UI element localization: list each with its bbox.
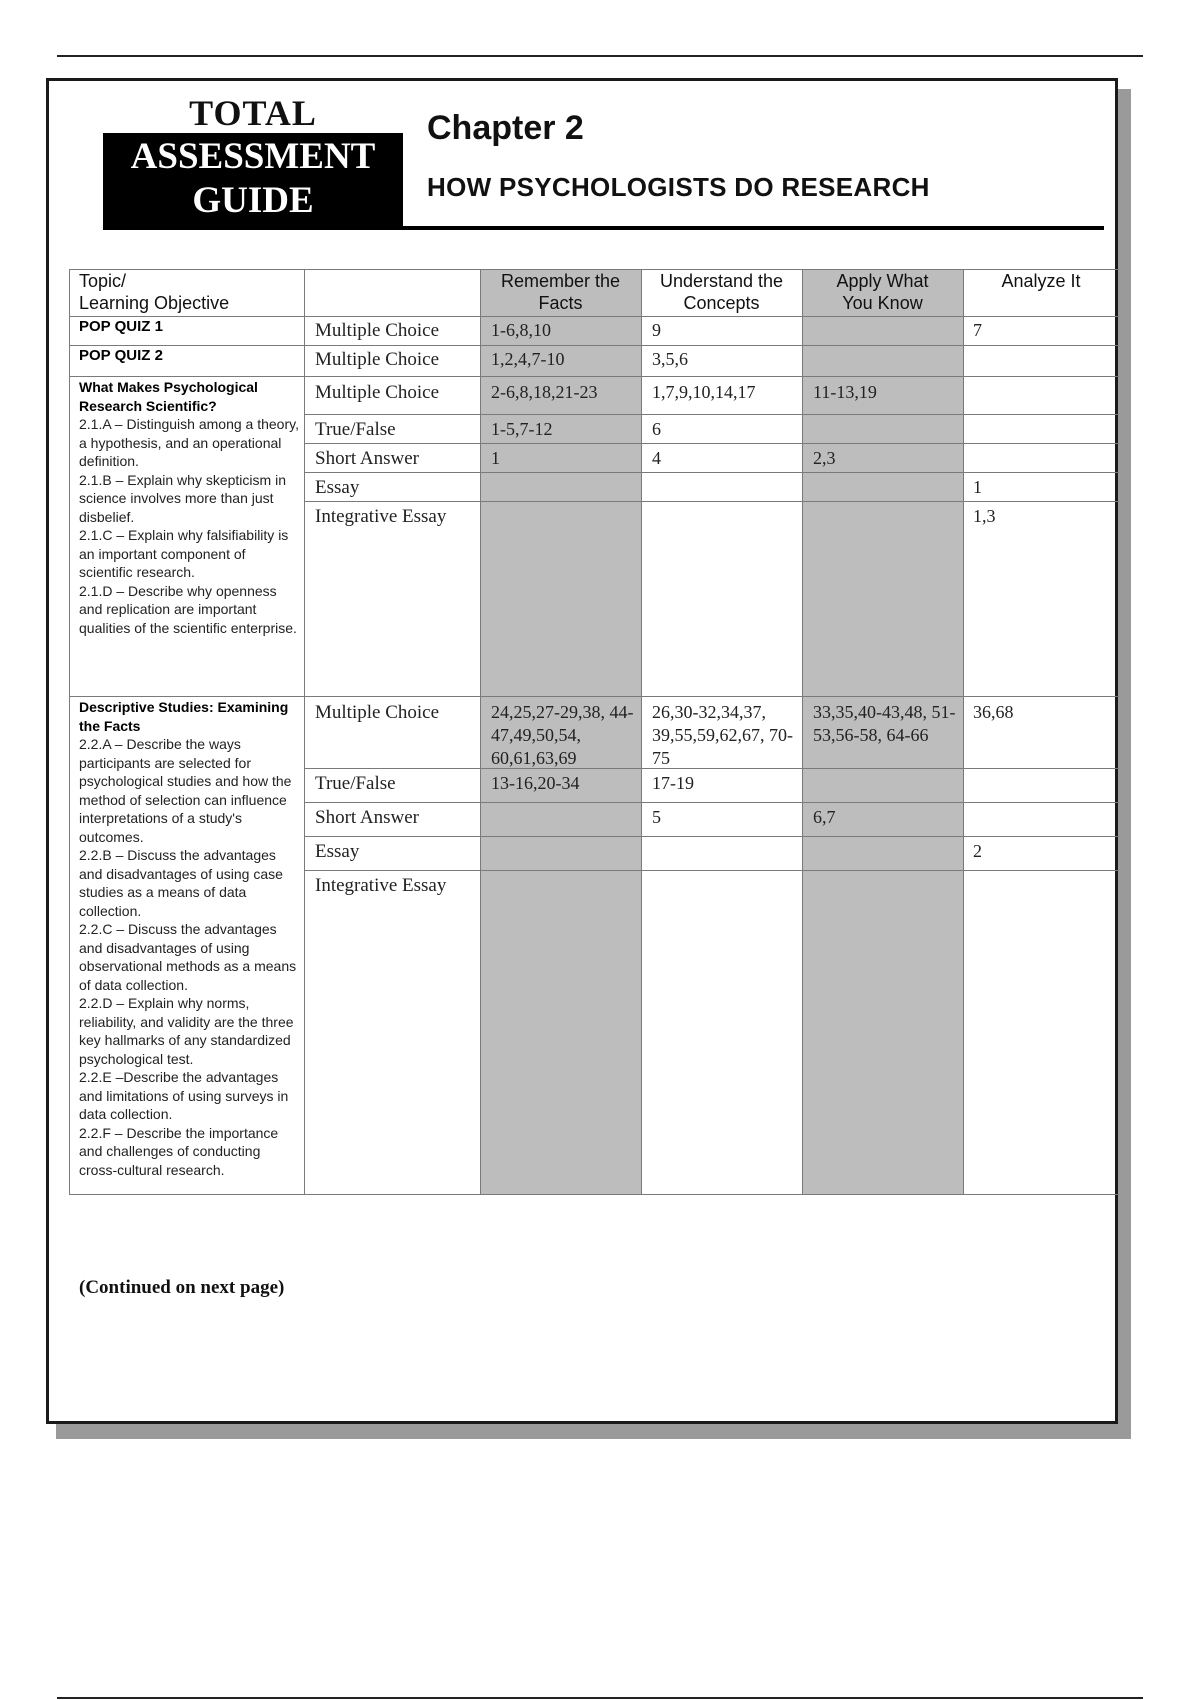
- s2-row4-analyze: 2: [973, 841, 982, 861]
- s1-row3-understand: 4: [652, 448, 661, 468]
- pop-quiz-1-format: Multiple Choice: [315, 320, 440, 341]
- section-2-objective: 2.2.B – Discuss the advantages and disadvantages of using case studies as a means of data collection.: [79, 847, 283, 919]
- header-analyze: [963, 270, 1119, 292]
- s1-row2-remember: 1-5,7-12: [491, 419, 553, 439]
- s1-row1-apply: 11-13,19: [813, 382, 877, 402]
- header-remember: [480, 270, 641, 314]
- header-analyze-line-1: Analyze It: [1001, 271, 1081, 291]
- page-top-rule: [57, 55, 1143, 57]
- logo-line-2: GUIDE: [192, 180, 314, 221]
- grid-hline: [69, 696, 1119, 697]
- section-2-objective: 2.2.E –Describe the advantages and limitations of using surveys in data collection.: [79, 1069, 289, 1122]
- grid-vline: [963, 269, 964, 1194]
- s1-row1-remember: 2-6,8,18,21-23: [491, 382, 598, 402]
- pop-quiz-2-understand: 3,5,6: [652, 349, 688, 369]
- header-apply-line-1: Apply What: [836, 271, 929, 291]
- grid-hline: [69, 345, 1119, 346]
- section-2-objective: 2.2.A – Describe the ways participants are selected for psychological studies and how the method of selection can influence interpretations of a study's outcomes.: [79, 736, 292, 845]
- section-1-objective: 2.1.C – Explain why falsifiability is an important component of scientific research.: [79, 527, 289, 580]
- grid-hline: [304, 472, 1119, 473]
- grid-vline: [802, 269, 803, 1194]
- s1-row2-format: True/False: [315, 419, 396, 440]
- grid-hline: [304, 802, 1119, 803]
- s1-row1-understand: 1,7,9,10,14,17: [652, 382, 756, 402]
- header-understand-line-2: Concepts: [683, 293, 760, 313]
- s1-row5-format: Integrative Essay: [315, 506, 447, 527]
- logo-top-text: TOTAL: [189, 93, 317, 133]
- grid-vline: [304, 269, 305, 1194]
- s2-row3-apply: 6,7: [813, 807, 836, 827]
- section-1-objective: 2.1.D – Describe why openness and replication are important qualities of the scientific enterprise.: [79, 582, 297, 636]
- assessment-guide-frame: [46, 78, 1118, 1424]
- s2-row1-analyze: 36,68: [973, 702, 1014, 722]
- pop-quiz-1-analyze: 7: [973, 320, 982, 340]
- chapter-title: HOW PSYCHOLOGISTS DO RESEARCH: [427, 172, 930, 202]
- grid-hline: [304, 414, 1119, 415]
- s1-row3-format: Short Answer: [315, 448, 419, 469]
- section-2-objective: 2.2.F – Describe the importance and challenges of conducting cross-cultural research.: [79, 1124, 279, 1178]
- pop-quiz-1-label: POP QUIZ 1: [79, 318, 163, 335]
- assessment-table: [49, 81, 1121, 1427]
- grid-hline: [304, 870, 1119, 871]
- s2-row1-format: Multiple Choice: [315, 702, 440, 723]
- s1-row5-analyze: 1,3: [973, 506, 996, 526]
- s2-row5-format: Integrative Essay: [315, 875, 447, 896]
- s2-row3-format: Short Answer: [315, 807, 419, 828]
- header-understand: [641, 270, 802, 314]
- grid-hline: [69, 376, 1119, 377]
- grid-hline: [304, 836, 1119, 837]
- grid-hline: [69, 316, 1119, 317]
- s2-row2-format: True/False: [315, 773, 396, 794]
- header-apply: [802, 270, 963, 314]
- header-topic-line-2: Learning Objective: [79, 293, 230, 313]
- grid-vline: [69, 269, 70, 1194]
- s1-row4-analyze: 1: [973, 477, 982, 497]
- grid-hline: [69, 1194, 1119, 1195]
- section-1-title: What Makes Psychological Research Scientific?: [79, 379, 258, 414]
- page-bottom-rule: [57, 1697, 1143, 1699]
- header-remember-line-1: Remember the: [500, 271, 621, 291]
- s1-row4-format: Essay: [315, 477, 360, 498]
- grid-vline: [480, 269, 481, 1194]
- pop-quiz-2-format: Multiple Choice: [315, 349, 440, 370]
- section-2-objective: 2.2.C – Discuss the advantages and disadvantages of using observational methods as a means of data collection.: [79, 921, 297, 993]
- s2-row3-understand: 5: [652, 807, 661, 827]
- pop-quiz-1-remember: 1-6,8,10: [491, 320, 551, 340]
- section-1-objective: 2.1.A – Distinguish among a theory, a hypothesis, and an operational definition.: [79, 416, 299, 469]
- section-1-topic: [79, 378, 299, 637]
- s1-row1-format: Multiple Choice: [315, 382, 440, 403]
- s2-row1-understand: 26,30-32,34,37, 39,55,59,62,67, 70-75: [652, 702, 793, 768]
- section-1-objective: 2.1.B – Explain why skepticism in science involves more than just disbelief.: [79, 471, 286, 525]
- s2-row2-remember: 13-16,20-34: [491, 773, 580, 793]
- pop-quiz-2-label: POP QUIZ 2: [79, 347, 163, 364]
- section-2-objective: 2.2.D – Explain why norms, reliability, and validity are the three key hallmarks of any standardized psychological test.: [79, 995, 294, 1067]
- section-2-topic: [79, 698, 299, 1179]
- section-2-title: Descriptive Studies: Examining the Facts: [79, 699, 289, 734]
- grid-hline: [304, 443, 1119, 444]
- s2-row1-apply: 33,35,40-43,48, 51-53,56-58, 64-66: [813, 702, 956, 745]
- grid-hline: [304, 501, 1119, 502]
- chapter-heading: Chapter 2: [427, 109, 584, 147]
- s2-row2-understand: 17-19: [652, 773, 694, 793]
- pop-quiz-1-understand: 9: [652, 320, 661, 340]
- s2-row1-remember: 24,25,27-29,38, 44-47,49,50,54, 60,61,63,69: [491, 702, 634, 768]
- s2-row4-format: Essay: [315, 841, 360, 862]
- s1-row3-apply: 2,3: [813, 448, 836, 468]
- s1-row3-remember: 1: [491, 448, 500, 468]
- grid-vline: [641, 269, 642, 1194]
- logo-line-1: ASSESSMENT: [130, 136, 376, 177]
- header-topic-line-1: Topic/: [79, 271, 127, 291]
- header-understand-line-1: Understand the: [659, 271, 784, 291]
- continued-note: (Continued on next page): [79, 1277, 285, 1298]
- pop-quiz-2-remember: 1,2,4,7-10: [491, 349, 565, 369]
- header-remember-line-2: Facts: [538, 293, 583, 313]
- s1-row2-understand: 6: [652, 419, 661, 439]
- header-topic: [79, 270, 229, 314]
- header-apply-line-2: You Know: [842, 293, 923, 313]
